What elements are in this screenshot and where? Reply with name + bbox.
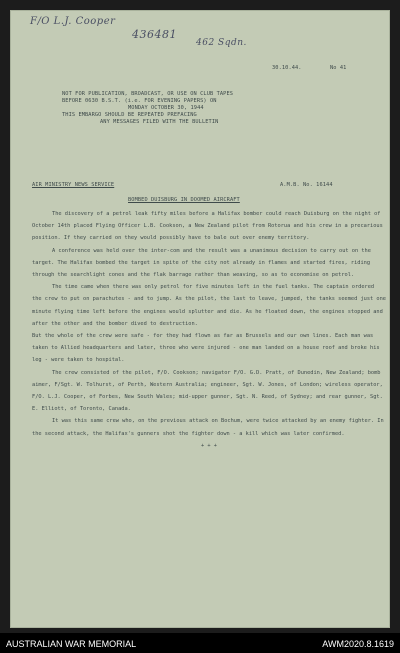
footer-institution: AUSTRALIAN WAR MEMORIAL [6,639,137,649]
release-note-line-3: MONDAY OCTOBER 30, 1944 [128,105,204,111]
news-service-heading: AIR MINISTRY NEWS SERVICE [32,182,115,188]
release-note-line-4: THIS EMBARGO SHOULD BE REPEATED PREFACING [62,112,197,118]
bulletin-number: A.M.B. No. 16144 [280,182,333,188]
article-body [32,208,386,452]
document-date: 30.10.44. [272,65,302,71]
headline: BOMBED DUISBURG IN DOOMED AIRCRAFT [128,197,240,203]
release-note-line-5: ANY MESSAGES FILED WITH THE BULLETIN [100,119,219,125]
document-sheet [10,10,390,628]
paragraph: A conference was held over the inter-com and the result was a unanimous decision to carry out on the target. The Halifax bombed the target in spite of the city not already in flames and started fires, riding through the searchlight cones and the flak barrage rather than weaving, so as to economise on petrol. [32,247,371,279]
handwritten-squadron: 462 Sqdn. [196,38,247,48]
document-serial: No 41 [330,65,347,71]
paragraph: The time came when there was only petrol for five minutes left in the fuel tanks. The captain ordered the crew to put on parachutes - and to jump. As the pilot, the last to leave, jumped, the tanks seemed just one minute flying time left before the engines would splutter and die. As he floated down, the engines stopped and after the other and the bomber dived to destruction. [32,284,386,327]
handwritten-name: F/O L.J. Cooper [30,16,116,27]
end-mark: + + + [201,442,217,449]
release-note-line-1: NOT FOR PUBLICATION, BROADCAST, OR USE ON CLUB TAPES [62,91,234,97]
paragraph: The discovery of a petrol leak fifty miles before a Halifax bomber could reach Duisburg on the night of October 14th placed Flying Officer L.B. Cookson, a New Zealand pilot from Rotorua and his crew in a precarious position. If they carried on they would possibly have to bale out over enemy territory. [32,211,383,242]
handwritten-service-number: 436481 [132,28,177,41]
paragraph: But the whole of the crew were safe - for they had flown as far as Brussels and our own lines. Each man was taken to Allied headquarters and later, three who were injured - one man landed on a house roof and broke his leg - were taken to hospital. [32,333,380,364]
paragraph: It was this same crew who, on the previous attack on Bochum, were twice attacked by an enemy fighter. In the second attack, the Halifax's gunners shot the fighter down - a kill which was later confirmed. [32,418,384,437]
footer-accession-number: AWM2020.8.1619 [322,639,394,649]
archive-footer [0,633,400,653]
paragraph: The crew consisted of the pilot, F/O. Cookson; navigator F/O. G.D. Pratt, of Dunedin, New Zealand; bomb aimer, F/Sgt. W. Tolhurst, of Perth, Western Australia; engineer, Sgt. W. Jones, of London; wireless operator, F/O. L.J. Cooper, of Forbes, New South Wales; mid-upper gunner, Sgt. N. Reed, of Sydney; and rear gunner, Sgt. E. Elliott, of Toronto, Canada. [32,369,383,413]
release-note-line-2: BEFORE 0630 B.S.T. (i.e. FOR EVENING PAPERS) ON [62,98,217,104]
